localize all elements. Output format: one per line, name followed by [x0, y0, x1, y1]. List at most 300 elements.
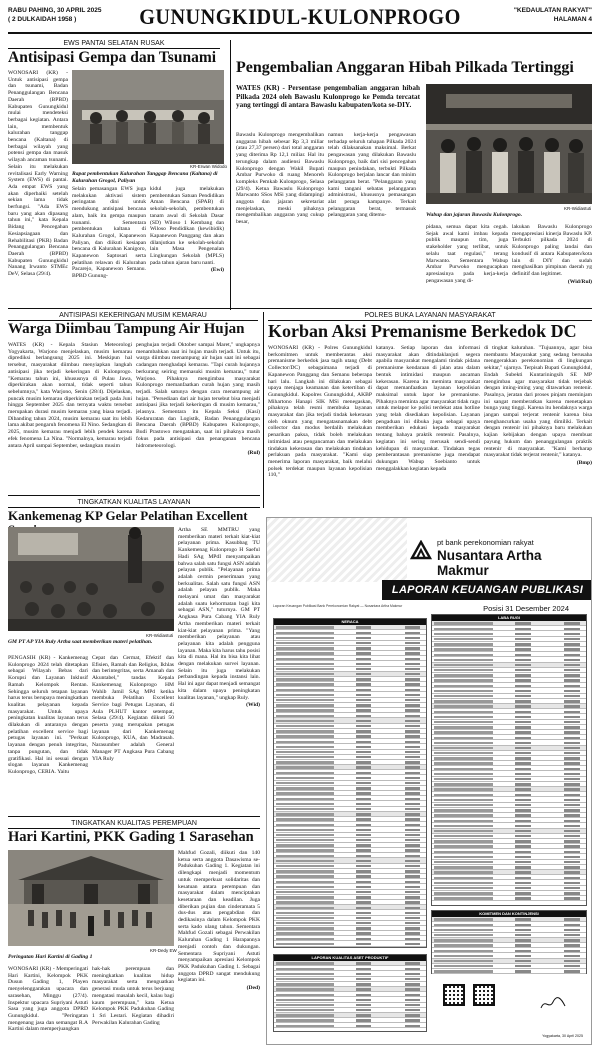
table-cell [356, 983, 371, 985]
table-cell [515, 674, 530, 676]
table-cell [276, 824, 334, 826]
table-cell [276, 860, 334, 862]
table-cell [276, 782, 334, 784]
table-cell [515, 773, 530, 775]
table-cell [405, 839, 420, 841]
table-cell [356, 678, 371, 680]
table-cell [356, 901, 371, 903]
article-body-col2: hak-hak perempuan dan meningkatkan kualitas hidup masyarakat serta menguatkan generasi muda untuk terus berjuang mengatasi masalah kecil, kalau bagi kaum perempuan," kata Ketua Kelompok PKK Padukuhan Gading 1 Sri Lestari. Kegiatan dihadiri Perwakilan Kalurahan Gading [92, 966, 174, 1026]
table-cell [276, 808, 334, 810]
brand-line: "KEDAULATAN RAKYAT" [513, 7, 592, 14]
table-cell [276, 932, 334, 934]
table-cell [515, 866, 530, 868]
table-cell [515, 747, 530, 749]
table-cell [276, 626, 334, 628]
table-cell [356, 694, 371, 696]
table-cell [405, 962, 420, 964]
table-cell [405, 746, 420, 748]
news-photo [8, 850, 174, 946]
table-cell [434, 835, 493, 837]
table-cell [515, 700, 530, 702]
table-cell [434, 955, 493, 957]
table-cell [405, 689, 420, 691]
table-cell [276, 720, 334, 722]
table-cell [405, 999, 420, 1001]
table-cell [356, 725, 371, 727]
table-cell [356, 709, 371, 711]
table-cell [434, 794, 493, 796]
table-cell [564, 929, 579, 931]
table-cell [405, 720, 420, 722]
table-cell [434, 747, 493, 749]
table-cell [564, 659, 579, 661]
table-cell [564, 773, 579, 775]
table-cell [434, 934, 493, 936]
table-cell [356, 962, 371, 964]
table-cell [356, 988, 371, 990]
article-kicker: ANTISIPASI KEKERINGAN MUSIM KEMARAU [8, 312, 258, 321]
table-cell [515, 742, 530, 744]
table-cell [564, 752, 579, 754]
table-cell [405, 994, 420, 996]
table-cell [564, 762, 579, 764]
report-footer: Yogyakarta, 30 April 2025 [542, 1034, 583, 1038]
table-cell [356, 917, 371, 919]
table-cell [564, 669, 579, 671]
table-cell [276, 886, 334, 888]
bank-advertisement [266, 517, 592, 1045]
table-cell [564, 892, 579, 894]
table-cell [515, 851, 530, 853]
table-cell [356, 818, 371, 820]
table-cell [276, 870, 334, 872]
table-cell [515, 955, 530, 957]
table-cell [434, 856, 493, 858]
report-intro: Laporan Keuangan Publikasi Bank Perekonomian Rakyat — Nusantara Artha Makmur [273, 604, 403, 608]
news-photo [426, 84, 592, 204]
table-cell [515, 669, 530, 671]
table-cell [405, 870, 420, 872]
table-cell [515, 924, 530, 926]
table-cell [356, 994, 371, 996]
table-cell [405, 896, 420, 898]
article-body-col4: lakukan Bawaslu Kulonprogo mengapresiasi kinerja Bawaslu KP. Terbukti pilkada 2024 di Kulonprogo paling landai dan kondusif di antara Kabupaten/kota lain di DIY dan sudah menghasilkan pimpinan daerah yg definitif dan legitimet. (Wid/Rul) [512, 224, 592, 285]
table-cell [564, 648, 579, 650]
table-cell [434, 664, 493, 666]
table-cell [356, 891, 371, 893]
article-kicker: EWS PANTAI SELATAN RUSAK [8, 40, 220, 49]
table-cell [276, 772, 334, 774]
table-cell [564, 685, 579, 687]
table-cell [405, 943, 420, 945]
table-cell [276, 1019, 334, 1021]
table-cell [434, 887, 493, 889]
table-cell [356, 808, 371, 810]
table-cell [405, 917, 420, 919]
qr-code-icon [473, 984, 495, 1006]
table-cell [405, 813, 420, 815]
table-cell [405, 1019, 420, 1021]
table-cell [405, 683, 420, 685]
table-cell [434, 783, 493, 785]
table-cell [356, 1014, 371, 1016]
table-cell [356, 626, 371, 628]
table-cell [515, 799, 530, 801]
table-cell [515, 840, 530, 842]
brand-block [514, 6, 592, 24]
table-cell [434, 830, 493, 832]
table-cell [276, 798, 334, 800]
table-cell [564, 840, 579, 842]
table-cell [405, 860, 420, 862]
table-cell [515, 845, 530, 847]
table-cell [276, 735, 334, 737]
table-cell [276, 715, 334, 717]
hijri-line: ( 2 DULKAIDAH 1958 ) [8, 16, 77, 23]
table-cell [564, 622, 579, 624]
table-cell [515, 934, 530, 936]
table-cell [276, 922, 334, 924]
table-cell [276, 766, 334, 768]
table-cell [405, 647, 420, 649]
table-cell [564, 887, 579, 889]
table-cell [356, 907, 371, 909]
table-cell [276, 891, 334, 893]
column-divider [263, 312, 264, 508]
table-cell [356, 886, 371, 888]
date-line: RABU PAHING, 30 APRIL 2025 [8, 7, 102, 14]
report-period: Posisi 31 Desember 2024 [483, 604, 569, 613]
table-cell [405, 865, 420, 867]
table-row [432, 896, 586, 901]
commitment-table [431, 910, 587, 974]
table-cell [405, 1009, 420, 1011]
table-cell [564, 778, 579, 780]
table-cell [434, 638, 493, 640]
table-cell [564, 861, 579, 863]
article-body-col2: Cepat dan Cermat, Efektif dan Efisien, Ramah dan Religius, Ikhlas dan berintegritas, serta Amanah dan Akuntabel," tandas Kepala Kankemenag Kulonprogo HM Wahib Jamil SAg MPd ketika membuka Pelatihan Excellent Service bagi Petugas Layanan, di Aula PLHUT kantor setempat, Selasa (29/4). Kegiatan diikuti 50 peserta yang merupakan petugas layanan dari Kankemenag Kulonprogo, KUA, dan Madrasah. Narasumber adalah General Manager PT Angkasa Pura Cabang YIA Ruly [92, 655, 174, 762]
table-cell [356, 922, 371, 924]
table-cell [434, 970, 493, 972]
table-cell [515, 638, 530, 640]
article-body-col3: Mahfud Gozali, diikuti dan 140 ketua serta anggota Dasawisma se-Padukuhan Gading 1. Kegiatan ini dilengkapi menjadi momentum untuk memperkuat solidaritas dan kesatuan antara perempuan dan masyarakat dalam menciptakan kesetaraan dan keadilan. Juga diberikan pujian dan cinderamata 5 dus-dus atas pengabdian dan dedikasinya dalam Kelompok PKK serta kado ulang tahun. Sementara Mahfud Gozali sebagai Perwakilan Kalurahan Gading 1 Harapannya menjadi contoh dan dukungan. Sementara Supriyani Astuti menyampaikan apresiasi Kelompok PKK Padukuhan Gading 1. Sebagai anggota DPRD sangat mendukung kegiatan ini. (Ded) [178, 850, 260, 992]
table-cell [356, 746, 371, 748]
table-cell [405, 824, 420, 826]
table-cell [564, 820, 579, 822]
table-cell [434, 939, 493, 941]
table-cell [564, 851, 579, 853]
article-body-col1: PENGASIH (KR) - Kankemenag Kulonprogo 2024 telah ditetapkan sebagai Wilayah Bebas dari Korupsi dan Layanan Inklusif Ramah Kelompok Rentan. Sehingga seluruh tetapan layanan harus terus berupaya meningkatkan kualitas pelayanan kepada masyarakat. Untuk upaya peningkatan kualitas layanan terus dilakukan di antaranya dengan pelatihan excellent service bagi petugas layanan ini. "Perkuat layanan dengan penuh integritas, tanpa pungutan, dan tidak gratifikasi. Hal ini sesuai dengan slogan layanan Kankemenag Kulonprogo, CERIA. Yaitu [8, 655, 88, 775]
table-cell [356, 849, 371, 851]
table-cell [515, 783, 530, 785]
article-headline: Warga Diimbau Tampung Air Hujan [8, 321, 245, 337]
table-cell [276, 844, 334, 846]
table-cell [405, 844, 420, 846]
table-cell [515, 788, 530, 790]
table-cell [405, 642, 420, 644]
table-cell [405, 730, 420, 732]
article-kicker: TINGKATKAN KUALITAS LAYANAN [8, 499, 260, 508]
table-cell [276, 683, 334, 685]
table-cell [276, 1009, 334, 1011]
table-cell [356, 668, 371, 670]
masthead [8, 4, 592, 34]
table-cell [515, 918, 530, 920]
article-body-col1: WONOSARI (KR) - Memperingati Hari Kartini, Kelompok PKK Dusun Gading 1, Playen menyelenggarakan upacara dan sarasehan, Minggu (27/4). Inspektur upacara Supriyani Astuti Sasa yang juga anggota DPRD Gunungkidul. "Peringatan mengenang jasa dan semangat R.A Kartini dalam memperjuangkan [8, 966, 88, 1033]
table-cell [276, 741, 334, 743]
table-cell [356, 844, 371, 846]
table-row [274, 941, 426, 946]
table-cell [356, 865, 371, 867]
table-cell [564, 679, 579, 681]
table-cell [564, 794, 579, 796]
table-cell [564, 882, 579, 884]
table-cell [356, 973, 371, 975]
table-cell [434, 944, 493, 946]
table-cell [356, 896, 371, 898]
table-cell [356, 824, 371, 826]
table-cell [434, 918, 493, 920]
article-body-col1: WONOSARI (KR) - Polres Gunungkidul berkomitmen untuk memberantas aksi premanisme berkedok jasa tagih utang (Debt Collector/DC) sebagaimana terjadi di Kapanewon Panggang dan Semanu beberapa hari lalu. Langkah ini dilakukan sebagai upaya menjaga keamanan dan ketertiban di Gunungkidul. Kapolres Gunungkidul, AKBP Mihartono Hanapi SIK MSi menegaskan, pihaknya telah resmi membuka layanan masyarakat dan jika terjadi tindak kekerasan oleh oknum yang mengatasnamakan debt collector dan modus berdalih melakukan penarikan paksa, tidak boleh melakukan intimidasi atau pengancaman dan melakukan tindakan kekerasan dan melakukan tindakan perlakuan pada masyarakat. "Kami siap menerima laporan masyarakat, baik melalui polsek terdekat maupun layanan kepolisian 110," [268, 345, 372, 479]
table-cell [276, 668, 334, 670]
table-cell [276, 1004, 334, 1006]
table-cell [405, 983, 420, 985]
table-cell [434, 674, 493, 676]
table-cell [515, 721, 530, 723]
table-cell [515, 633, 530, 635]
table-cell [434, 633, 493, 635]
article-headline: Korban Aksi Premanisme Berkedok DC [268, 321, 577, 341]
table-cell [405, 632, 420, 634]
table-cell [276, 658, 334, 660]
table-cell [564, 950, 579, 952]
table-cell [356, 787, 371, 789]
table-cell [434, 820, 493, 822]
table-cell [276, 818, 334, 820]
table-cell [564, 705, 579, 707]
table-cell [276, 988, 334, 990]
table-cell [434, 716, 493, 718]
table-cell [434, 622, 493, 624]
table-cell [356, 683, 371, 685]
table-cell [276, 725, 334, 727]
table-cell [276, 813, 334, 815]
table-cell [515, 835, 530, 837]
article-body-col2: penghujan terjadi Oktober sampai Maret," ungkapnya menambahkan saat ini hujan masih terjadi. Untuk itu, warga diimbau menampung air hujan saat ini sebagai cadangan menghadapi kemarau. "Tapi curah hujannya berkurang seiring memasuki musim kemarau," tutur Warjono. Pihaknya mengimbau masyarakat Kulonprogo memanfaatkan curah hujan yang masih terjadi. Salah satunya dengan cara menampung air hujan. "Persediaan dari air hujan tersebut bisa menjadi antisipasi jika terjadi kekeringan di musim kemarau," jelasnya. Sementara itu Kepala Seksi (Kasi) Kedaruratan dan Logistik, Badan Penanggulangan Bencana Daerah (BPBD) Kabupaten Kulonprogo, Budi Prastowo mengatakan, saat ini pihaknya masih fokus pada antisipasi dan penanganan bencana hidrometeorologi. (Rul) [136, 342, 260, 457]
table-cell [276, 978, 334, 980]
table-cell [564, 814, 579, 816]
table-cell [434, 742, 493, 744]
article-body-col3: kidul juga melakukan pembentukan Satuan Pendidikan Aman Bencana (SPAB) di sekolah-sekolah, pembentukan tanam awal di Sekolah Dasar (SD) Wiloso 1 Kembang dan Wiloso Pendidikan (kewibidik) Kapanewon Panggang dan akan dilanjutkan ke sekolah-sekolah lain Masa Pengenalan Lingkungan Sekolah (MPLS) pada tahun ajaran baru nanti. (Ewi) [150, 186, 224, 274]
table-cell [276, 834, 334, 836]
table-cell [405, 1025, 420, 1027]
table-cell [434, 778, 493, 780]
table-cell [405, 792, 420, 794]
table-cell [515, 659, 530, 661]
table-cell [356, 834, 371, 836]
table-cell [356, 782, 371, 784]
table-cell [515, 814, 530, 816]
table-cell [564, 700, 579, 702]
table-cell [276, 829, 334, 831]
table-cell [434, 924, 493, 926]
table-cell [356, 632, 371, 634]
table-cell [276, 875, 334, 877]
table-cell [356, 938, 371, 940]
table-cell [276, 652, 334, 654]
table-cell [276, 1025, 334, 1027]
table-cell [564, 742, 579, 744]
table-cell [564, 918, 579, 920]
section-divider [8, 308, 592, 309]
photo-credit: KR-Widiastuti [146, 633, 174, 638]
table-cell [356, 663, 371, 665]
table-cell [405, 735, 420, 737]
table-cell [434, 737, 493, 739]
table-cell [564, 924, 579, 926]
table-cell [515, 716, 530, 718]
table-cell [405, 829, 420, 831]
table-cell [405, 834, 420, 836]
table-cell [356, 1019, 371, 1021]
table-cell [434, 866, 493, 868]
article-body-col2: namun kerja-kerja pengawasan terhadap seluruh tahapan Pilkada 2024 telah dilaksanakan maksimal. Berkat pengawasan yang dilakukan Bawaslu Kulonprogo, baik dari sisi pencegahan maupun penindakan, terbukti Pilkada Kulonprogo berjalan lancar dan minim pelanggaran berat. "Pelanggaran yang kami tangani sebatas pelanggaran administrasi, khususnya pemasangan alat peraga kampanye. Terkait pelanggaran berat, termasuk pelanggaran yang ditemu- [328, 132, 416, 219]
table-cell [356, 720, 371, 722]
table-row [432, 969, 586, 974]
table-cell [434, 669, 493, 671]
article-signoff: (Wid) [246, 702, 260, 709]
table-cell [356, 912, 371, 914]
table-cell [405, 668, 420, 670]
table-cell [515, 965, 530, 967]
table-cell [564, 633, 579, 635]
table-cell [515, 648, 530, 650]
article-body-col1: WONOSARI (KR) - Untuk antisipasi gempa dan tsunami, Badan Penanggulangan Bencana Daerah (BPBD) Kabupaten Gunungkidul mulai mendeteksi berbagai kegiatan. Antara lain, membentuk kalurahan tanggap bencana (Kaltana) di berbagai wilayah yang potensi gempa dan masuk wilayah ancaman tsunami. Selain itu melakukan revitalisasi Early Warning System (EWS) di pantai. Ada empat EWS yang akan diperbaiki setelah sekian lama tidak berfungsi. "Ada EWS baru yang akan dipasang tahun ini," kata Kepala Bidang Pencegahan Kesiapsiagaan dan Rehabilitasi (PKR) Badan Penanggulangan Bencana Daerah (BPBD) Kabupaten Gunungkidul Nanang Irwanto STMEc DeV, Selasa (29/4). [8, 70, 68, 278]
table-cell [564, 664, 579, 666]
table-cell [405, 704, 420, 706]
article-body-col1: Bawaslu Kulonprogo mengembalikan anggaran hibah sebesar Rp 3,3 miliar (atau 27,37 persen) dari total anggaran yang diterima Rp 12,1 miliar. Hal itu terungkap dalam audiensi Bawaslu Kulonprogo dengan Wakil Bupati Ambar Purwoko di ruang Menoreh kompleks Pemkab Kulonprogo, Selasa (29/4). Ketua Bawaslu Kulonprogo Marwanto SSos MSi yang didampingi anggota dan jajaran sekretariat menjelaskan, meski pihaknya mengembalikan anggaran yang cukup besar, [236, 132, 324, 226]
photo-credit: KR-Erwan Widodo [190, 164, 228, 169]
table-cell [405, 901, 420, 903]
table-cell [515, 794, 530, 796]
table-header: NERACA [274, 619, 426, 625]
article-headline: Antisipasi Gempa dan Tsunami [8, 49, 217, 66]
table-cell [276, 983, 334, 985]
table-cell [405, 875, 420, 877]
table-cell [564, 768, 579, 770]
table-cell [356, 673, 371, 675]
table-cell [434, 643, 493, 645]
table-cell [564, 711, 579, 713]
asset-quality-table [273, 954, 427, 1032]
table-cell [434, 950, 493, 952]
table-cell [515, 804, 530, 806]
table-cell [356, 689, 371, 691]
table-cell [434, 851, 493, 853]
table-cell [405, 626, 420, 628]
table-cell [356, 927, 371, 929]
photo-caption: Peringatan Hari Kartini di Gading 1 [8, 954, 93, 960]
table-cell [405, 673, 420, 675]
table-cell [356, 1009, 371, 1011]
table-cell [564, 737, 579, 739]
table-cell [515, 882, 530, 884]
table-cell [276, 943, 334, 945]
table-cell [564, 809, 579, 811]
table-cell [564, 897, 579, 899]
table-cell [405, 694, 420, 696]
table-cell [356, 761, 371, 763]
photo-credit: KR-Dedy EW [150, 948, 177, 953]
table-cell [434, 825, 493, 827]
article-signoff: (Ewi) [210, 267, 224, 274]
table-cell [564, 955, 579, 957]
table-cell [276, 642, 334, 644]
table-cell [515, 939, 530, 941]
table-cell [564, 866, 579, 868]
table-cell [405, 709, 420, 711]
table-cell [356, 978, 371, 980]
table-cell [276, 865, 334, 867]
table-cell [564, 845, 579, 847]
table-cell [434, 700, 493, 702]
table-cell [276, 673, 334, 675]
table-cell [405, 973, 420, 975]
table-cell [276, 709, 334, 711]
table-cell [356, 756, 371, 758]
table-cell [276, 968, 334, 970]
table-cell [405, 891, 420, 893]
table-cell [434, 690, 493, 692]
table-cell [405, 699, 420, 701]
article-body-col3: Artha SE MMTRU yang memberikan materi terkait kiat-kiat pelayanan prima. Kasubbag TU Kankemenag Kulonprogo H Saeful Hadi SAg MPdI menyampaikan bahwa salah satu fungsi ASN adalah pelayan publik. "Pelayanan prima adalah cermin penerimaan yang berkualitas. Salah satu fungsi ASN adalah pelayan publik. Maka melayani umat dan masyarakat adalah suatu kehormatan bagi kita sebagai ASN," tuturnya. GM PT Angkasa Pura Cabang YIA Ruly Artha memberikan materi terkait kiat-kiat pelayanan prima. "Yang memberikan pelayanan atau pelayanan kita adalah pengguna layanan. Maka kita harus tahu posisi kita di mana. Hal itu bisa kita lihat dengan melakukan survei layanan. Selain itu juga melakukan perbandingan kepada instansi lain. Hal ini agar dapat menjadi semangat kita dalam upaya peningkatan kualitas layanan," ungkap Ruly. (Wid) [178, 527, 260, 709]
table-cell [564, 944, 579, 946]
table-cell [564, 628, 579, 630]
table-cell [405, 938, 420, 940]
article-body-col2: Selain pemasangan EWS juga melakukan aktivasi sistem peringatan dini untuk mendukung antisipasi bencana alam, baik itu gempa maupun tsunami. Sementara pembentukan kaltana di Kalurahan Grogol, Kapanewon Paliyan, dan diikuti kesiapan bencana di Kalurahan Kanigoro, Kapanewon Saptosari serta pelatihan relawan di Kalurahan Pacarejo, Kapanewon Semanu. BPBD Gunung- [72, 186, 146, 280]
table-cell [276, 839, 334, 841]
table-cell [276, 751, 334, 753]
table-cell [405, 907, 420, 909]
table-cell [405, 1004, 420, 1006]
table-cell [515, 757, 530, 759]
photo-caption: Rapat pembentukan Kalurahan Tanggap Bencana (Kaltana) di Kalurahan Grogol, Paliyan [72, 171, 218, 184]
table-cell [276, 777, 334, 779]
table-cell [564, 674, 579, 676]
table-cell [564, 856, 579, 858]
table-cell [276, 803, 334, 805]
table-cell [434, 804, 493, 806]
table-cell [356, 735, 371, 737]
table-cell [564, 695, 579, 697]
table-cell [515, 679, 530, 681]
table-cell [515, 861, 530, 863]
table-cell [515, 960, 530, 962]
table-cell [515, 950, 530, 952]
bank-logo-icon [410, 540, 432, 562]
table-cell [564, 638, 579, 640]
table-cell [434, 892, 493, 894]
table-cell [356, 652, 371, 654]
table-cell [434, 845, 493, 847]
table-cell [434, 726, 493, 728]
article-body-col3: pidana, semua dapat kita cegah. Sejak awal kami imbau kepada publik maupun tim, juga stakeholder yang terlibat, untuk selalu taat regulasi," terang Marwanto. Sementara Wabup Ambar Purwoko mengucapkan apresiasinya pada kerja-kerja pengawasan yang di- [426, 224, 508, 284]
table-cell [276, 761, 334, 763]
page-title: GUNUNGKIDUL-KULONPROGO [139, 4, 461, 29]
page-number: HALAMAN 4 [553, 16, 592, 23]
table-cell [564, 934, 579, 936]
table-cell [434, 659, 493, 661]
